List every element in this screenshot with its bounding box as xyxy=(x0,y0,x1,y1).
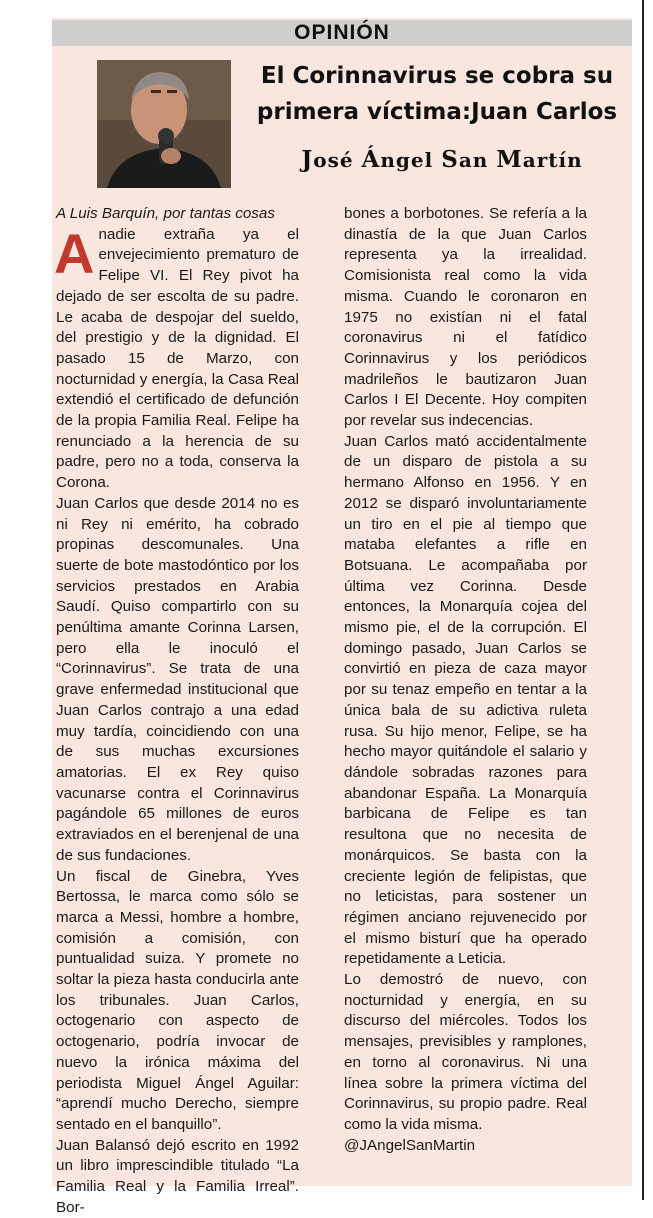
title-line-2: primera víctima:Juan Carlos xyxy=(256,99,618,125)
author-portrait-icon xyxy=(97,60,231,188)
paragraph-5: bones a borbotones. Se refería a la dinastía de la que Juan Carlos representa ya la irrealidad. Comisionista real como la vida misma. Cuando le coronaron en 1975 no existían ni el fatal coronavirus ni el fatídico Corinnavirus y los periódicos madrileños le bautizaron Juan Carlos I El Decente. Hoy compiten por revelar sus indecencias. xyxy=(344,205,587,430)
author-part-4: artín xyxy=(522,148,583,172)
author-part-2: ngel xyxy=(380,148,442,172)
page-edge-rule xyxy=(642,0,644,1200)
drop-cap: A xyxy=(54,221,95,285)
article-column-left xyxy=(56,204,299,1218)
article-title xyxy=(247,58,627,130)
author-initial-s: S xyxy=(441,146,459,173)
paragraph-1 xyxy=(54,221,299,494)
author-handle: @JAngelSanMartin xyxy=(344,1136,476,1154)
author-initial-j: J xyxy=(301,146,314,173)
paragraph-4: Juan Balansó dejó escrito en 1992 un libro imprescindible titulado “La Familia Real y la Familia Irreal”. Bor- xyxy=(56,1136,299,1216)
paragraph-3: Un fiscal de Ginebra, Yves Bertossa, le marca como sólo se marca a Messi, hombre a hombre, comisión a comisión, con puntualidad suiza. Y promete no soltar la pieza hasta conducirla ante los tribunales. Juan Carlos, octogenario con aspecto de octogenario, podría invocar de nuevo la irónica máxima del periodista Miguel Ángel Aguilar: “aprendí mucho Derecho, siempre sentado en el banquillo”. xyxy=(56,867,299,1133)
article-column-right xyxy=(344,204,587,1156)
opinion-page xyxy=(52,18,632,1216)
section-header: OPINIÓN xyxy=(52,20,632,46)
author-initial-m: M xyxy=(496,146,523,173)
author-byline xyxy=(292,146,592,173)
author-initial-a: Á xyxy=(361,146,381,173)
paragraph-2: Juan Carlos que desde 2014 no es ni Rey ni emérito, ha cobrado propinas descomunales. Una suerte de bote mastodóntico por los servicios prestados en Arabia Saudí. Quiso compartirlo con su penúltima amante Corinna Larsen, pero ella le inoculó el “Corinnavirus”. Se trata de una grave enfermedad institucional que Juan Carlos contrajo a una edad muy tardía, coincidiendo con una de sus muchas excursiones amatorias. El ex Rey quiso vacunarse contra el Corinnavirus pagándole 65 millones de euros extraviados en el berenjenal de una de sus fundaciones. xyxy=(56,494,299,864)
author-part-1: osé xyxy=(313,148,362,172)
author-part-3: an xyxy=(458,148,497,172)
dedication: A Luis Barquín, por tantas cosas xyxy=(56,205,275,222)
author-photo xyxy=(97,60,231,188)
paragraph-7: Lo demostró de nuevo, con nocturnidad y energía, en su discurso del miércoles. Todos los mensajes, previsibles y ramplones, en torno al coronavirus. Ni una línea sobre la primera víctima del Corinnavirus, su propio padre. Real como la vida misma. xyxy=(344,971,587,1133)
title-line-1: El Corinnavirus se cobra su xyxy=(260,63,614,89)
paragraph-6: Juan Carlos mató accidentalmente de un disparo de pistola a su hermano Alfonso en 1956. Y en 2012 se disparó involuntariamente un tiro en el pie al tiempo que mataba elefantes a rifle en Botsuana. Le acompañaba por última vez Corinna. Desde entonces, la Monarquía cojea del mismo pie, el de la corrupción. El domingo pasado, Juan Carlos se convirtió en pieza de caza mayor por su tenaz empeño en tentar a la única bala de su adictiva ruleta rusa. Su hijo menor, Felipe, se ha hecho mayor quitándole el salario y dándole sobradas razones para abandonar España. La Monarquía barbicana de Felipe es tan resultona que no necesita de monárquicos. Se basta con la creciente legión de felipistas, que no leticistas, para sostener un régimen anciano rejuvenecido por el mismo bisturí que ha operado repetidamente a Leticia. xyxy=(344,432,587,968)
paragraph-1-text: nadie extraña ya el envejecimiento prematuro de Felipe VI. El Rey pivot ha dejado de ser escolta de su padre. Le acaba de despojar del sueldo, del prestigio y de la dignidad. El pasado 15 de Marzo, con nocturnidad y energía, la Casa Real extendió el certificado de defunción de la propia Familia Real. Felipe ha renunciado a la herencia de su padre, pero no a toda, conserva la Corona. xyxy=(56,225,299,492)
